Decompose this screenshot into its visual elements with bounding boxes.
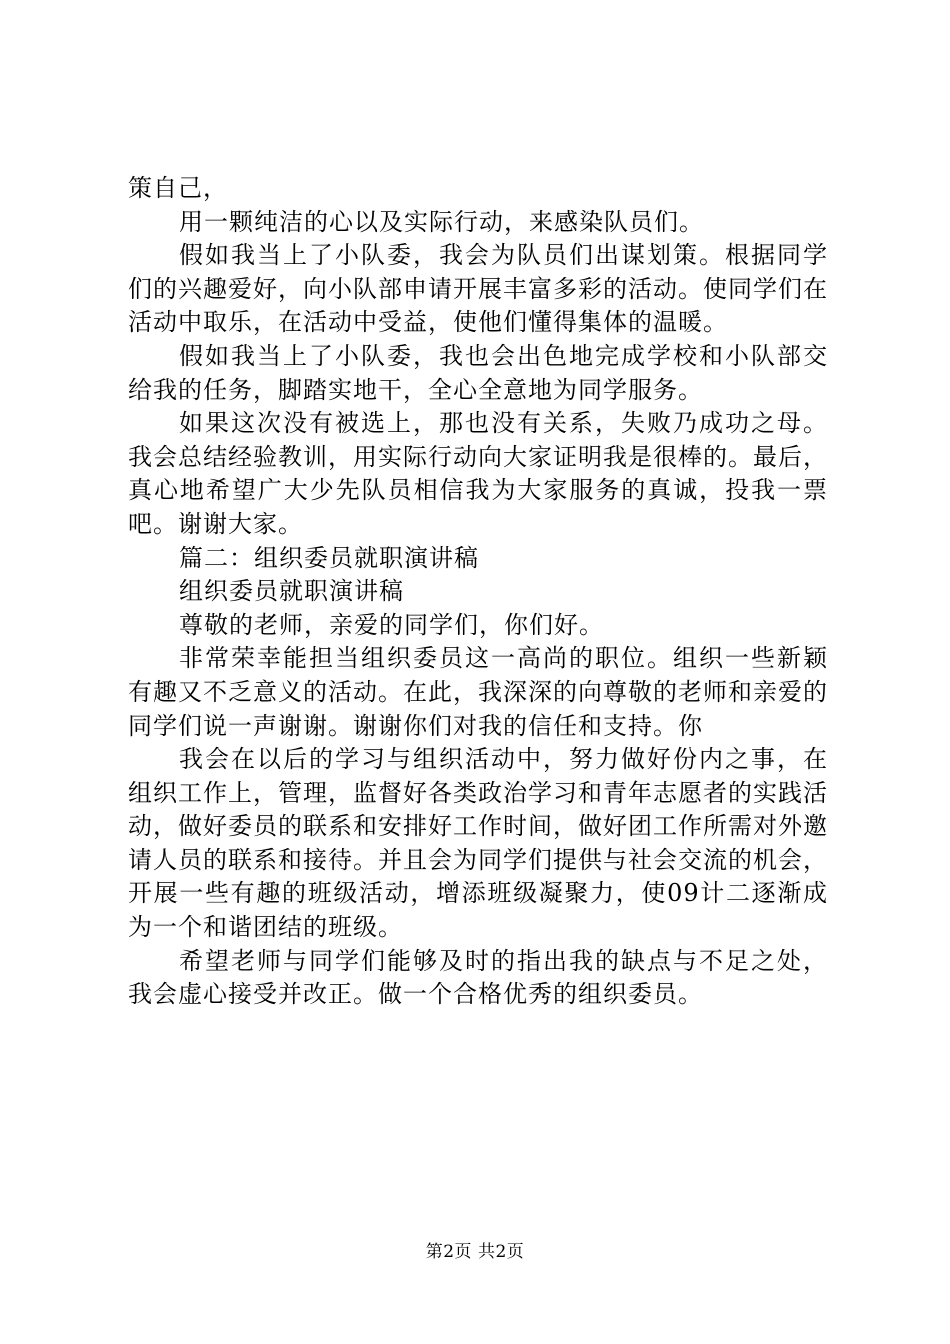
document-body: [128, 172, 828, 1012]
paragraph: 假如我当上了小队委，我也会出色地完成学校和小队部交给我的任务，脚踏实地干，全心全意地为同学服务。: [128, 341, 828, 404]
paragraph-continuation: 策自己，: [128, 174, 228, 202]
salutation: 尊敬的老师，亲爱的同学们，你们好。: [179, 610, 604, 639]
paragraph: 假如我当上了小队委，我会为队员们出谋划策。根据同学们的兴趣爱好，向小队部申请开展丰富多彩的活动。使同学们在活动中取乐，在活动中受益，使他们懂得集体的温暖。: [128, 241, 828, 337]
paragraph: 希望老师与同学们能够及时的指出我的缺点与不足之处，我会虚心接受并改正。做一个合格优秀的组织委员。: [128, 946, 828, 1009]
paragraph: 非常荣幸能担当组织委员这一高尚的职位。组织一些新颖有趣又不乏意义的活动。在此，我深深的向尊敬的老师和亲爱的同学们说一声谢谢。谢谢你们对我的信任和支持。你: [128, 644, 828, 740]
section-heading: 篇二：组织委员就职演讲稿: [179, 543, 479, 572]
page-number-footer: 第2页 共2页: [425, 1242, 525, 1262]
speech-title: 组织委员就职演讲稿: [179, 577, 404, 606]
paragraph: 如果这次没有被选上，那也没有关系，失败乃成功之母。我会总结经验教训，用实际行动向大家证明我是很棒的。最后，真心地希望广大少先队员相信我为大家服务的真诚，投我一票吧。谢谢大家。: [128, 409, 828, 538]
paragraph: 我会在以后的学习与组织活动中，努力做好份内之事，在组织工作上，管理，监督好各类政治学习和青年志愿者的实践活动，做好委员的联系和安排好工作时间，做好团工作所需对外邀请人员的联系和接待。并且会为同学们提供与社会交流的机会，开展一些有趣的班级活动，增添班级凝聚力，使09计二逐渐成为一个和谐团结的班级。: [128, 745, 828, 942]
paragraph: 用一颗纯洁的心以及实际行动，来感染队员们。: [179, 207, 704, 236]
